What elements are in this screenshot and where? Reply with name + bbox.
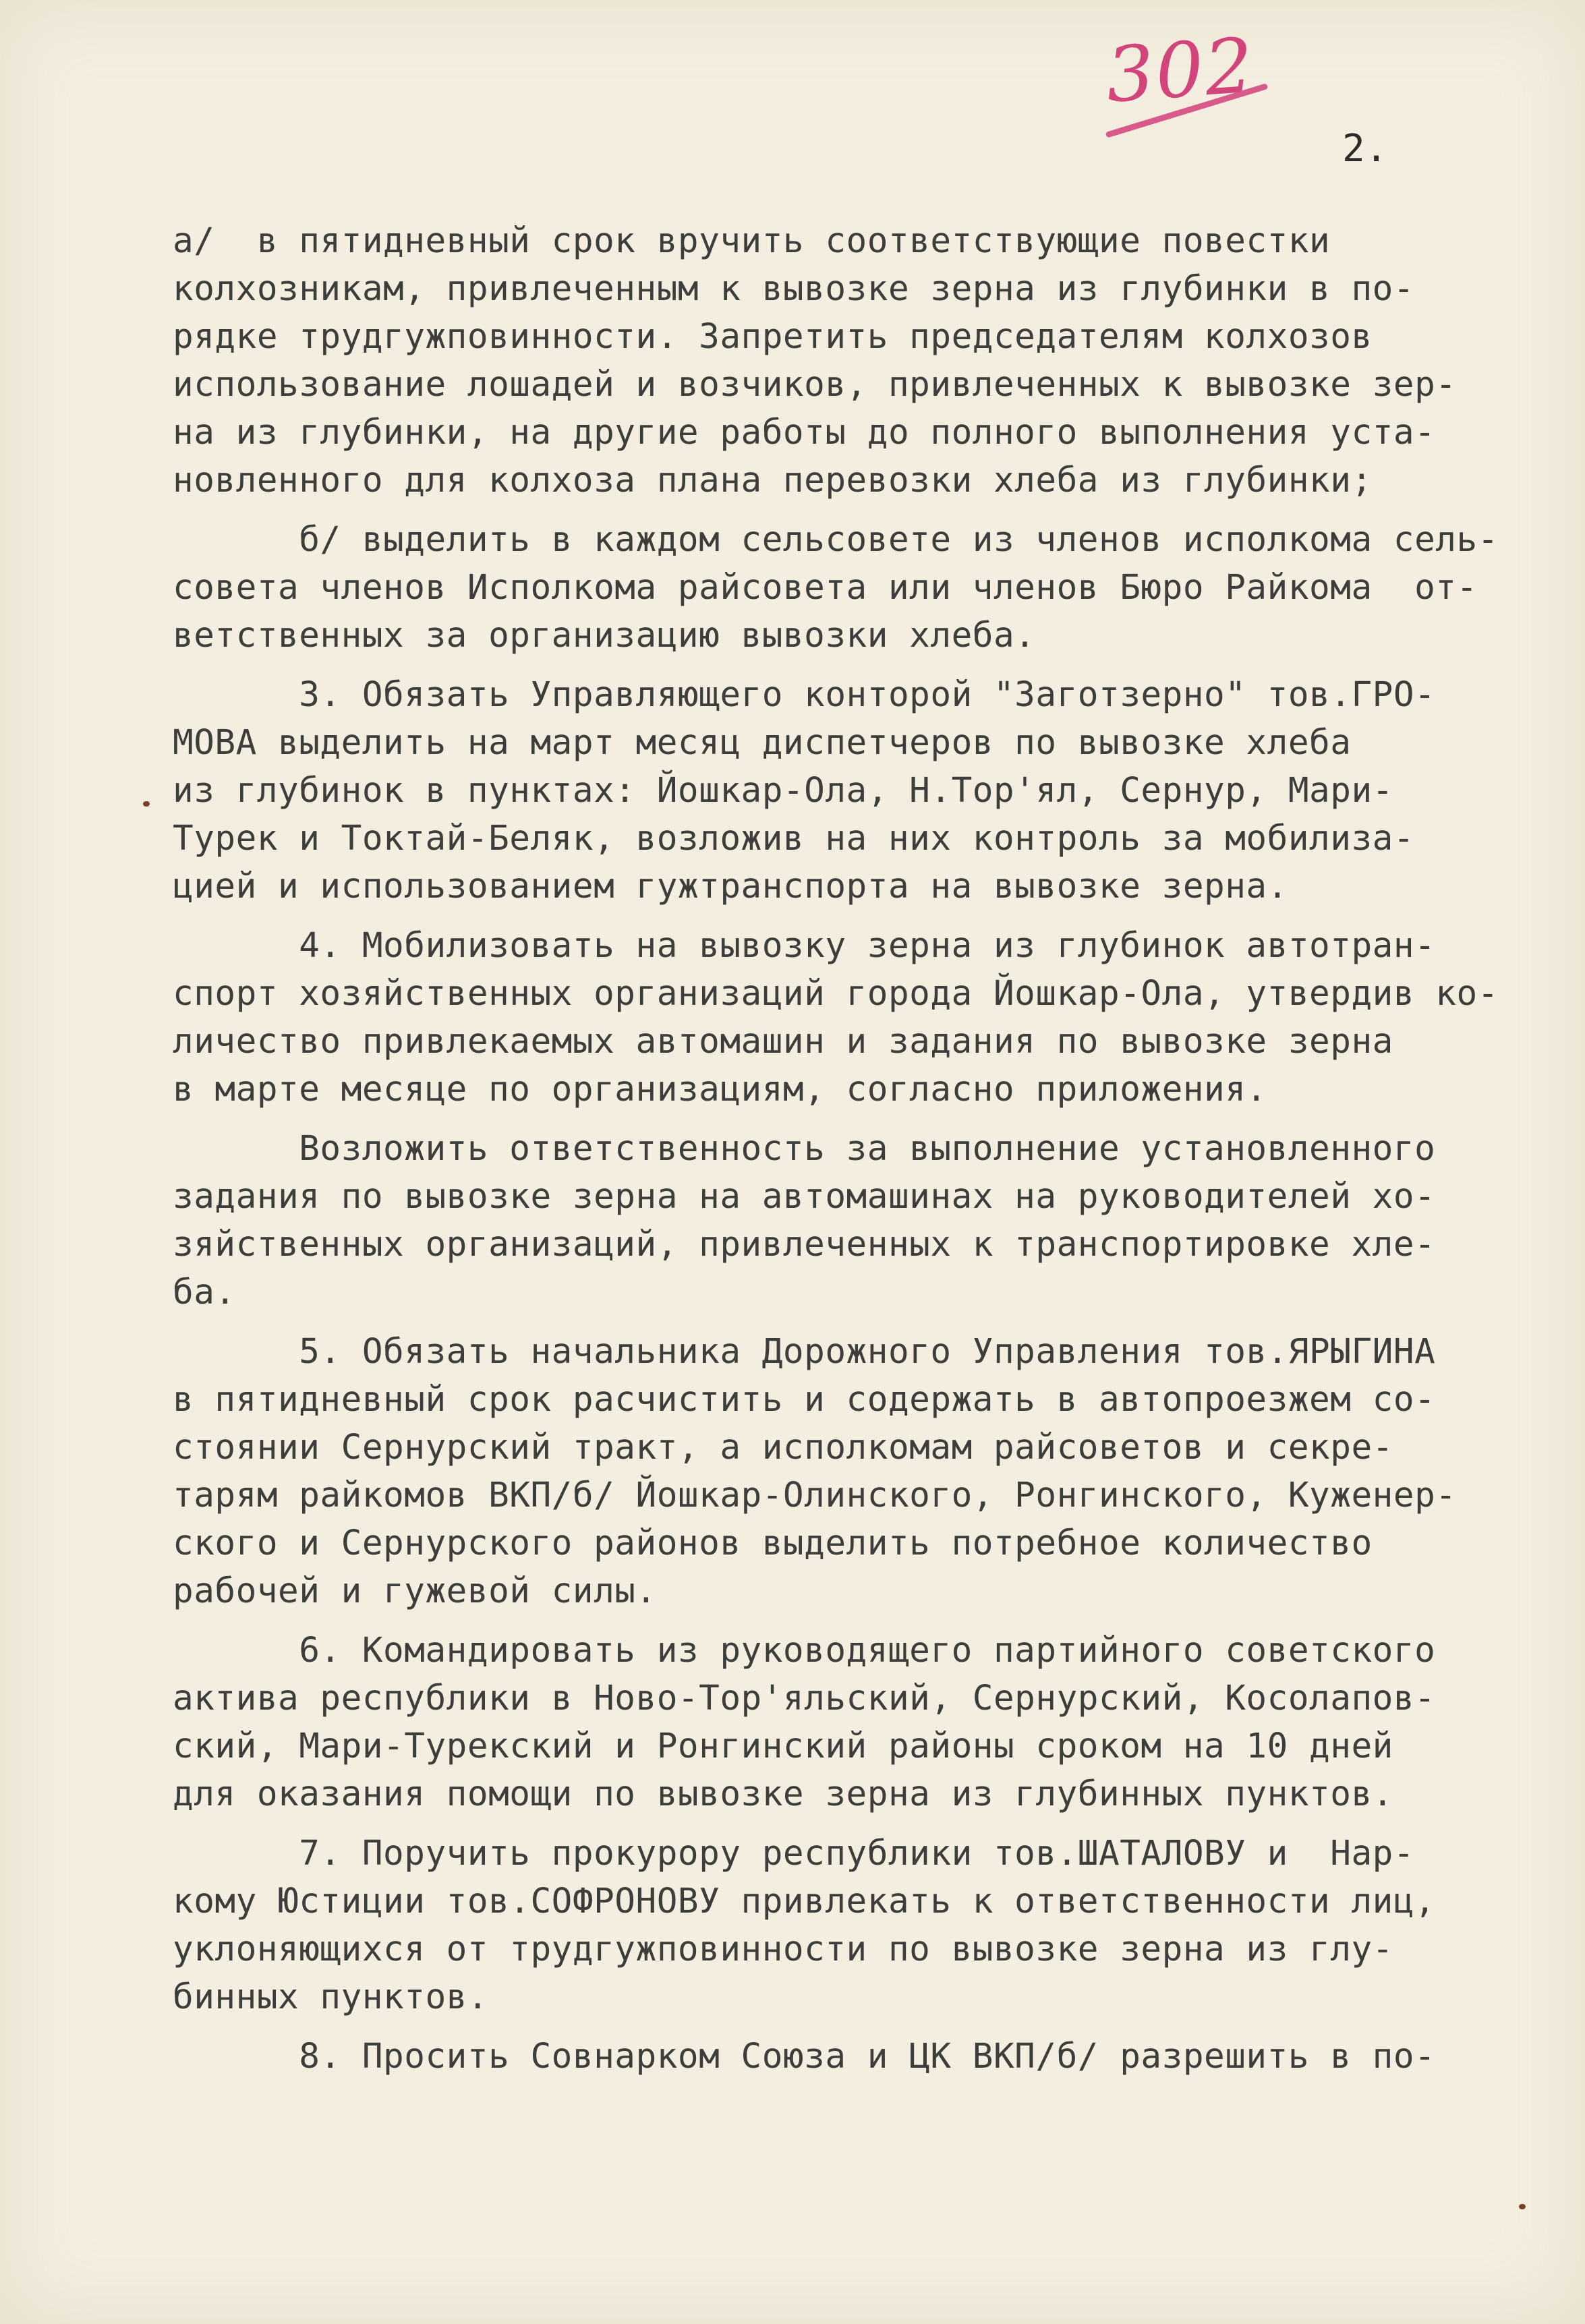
paragraph xyxy=(173,2033,1549,2081)
text-line: а/ в пятидневный срок вручить соответствующие повестки xyxy=(173,221,1331,261)
text-line: 5. Обязать начальника Дорожного Управления тов.ЯРЫГИНА xyxy=(173,1332,1436,1372)
ink-mark xyxy=(143,801,150,807)
text-line: задания по вывозке зерна на автомашинах на руководителей хо- xyxy=(173,1177,1436,1217)
text-line: 6. Командировать из руководящего партийного советского xyxy=(173,1631,1436,1671)
text-line: спорт хозяйственных организаций города Йошкар-Ола, утвердив ко- xyxy=(173,974,1499,1014)
text-line: 8. Просить Совнарком Союза и ЦК ВКП/б/ разрешить в по- xyxy=(173,2037,1436,2076)
text-line: актива республики в Ново-Тор'яльский, Сернурский, Косолапов- xyxy=(173,1679,1436,1718)
text-line: рядке трудгужповинности. Запретить председателям колхозов xyxy=(173,317,1373,357)
text-line: кому Юстиции тов.СОФРОНОВУ привлекать к ответственности лиц, xyxy=(173,1882,1436,1921)
text-line: 4. Мобилизовать на вывозку зерна из глубинок автотран- xyxy=(173,926,1436,966)
paragraph xyxy=(173,1627,1549,1818)
text-line: 3. Обязать Управляющего конторой "Заготзерно" тов.ГРО- xyxy=(173,675,1436,715)
text-line: колхозникам, привлеченным к вывозке зерна из глубинки в по- xyxy=(173,269,1415,309)
paragraph xyxy=(173,1125,1549,1316)
paragraph-gap xyxy=(173,1316,1549,1328)
paragraph xyxy=(173,217,1549,504)
text-line: бинных пунктов. xyxy=(173,1977,489,2017)
text-line: новленного для колхоза плана перевозки хлеба из глубинки; xyxy=(173,461,1373,500)
text-line: ского и Сернурского районов выделить потребное количество xyxy=(173,1523,1373,1563)
text-line: рабочей и гужевой силы. xyxy=(173,1571,657,1611)
document-body xyxy=(173,217,1549,2081)
paragraph-gap xyxy=(173,1113,1549,1125)
paragraph xyxy=(173,1830,1549,2021)
paragraph-gap xyxy=(173,910,1549,922)
paragraph-gap xyxy=(173,660,1549,671)
archive-page-number: 302 xyxy=(1103,22,1258,120)
text-line: совета членов Исполкома райсовета или членов Бюро Райкома от- xyxy=(173,568,1478,608)
text-line: для оказания помощи по вывозке зерна из глубинных пунктов. xyxy=(173,1774,1393,1814)
text-line: зяйственных организаций, привлеченных к транспортировке хле- xyxy=(173,1225,1436,1265)
text-line: ский, Мари-Турекский и Ронгинский районы сроком на 10 дней xyxy=(173,1726,1393,1766)
text-line: в марте месяце по организациям, согласно приложения. xyxy=(173,1070,1267,1109)
paragraph xyxy=(173,671,1549,910)
text-line: МОВА выделить на март месяц диспетчеров по вывозке хлеба xyxy=(173,723,1352,763)
paragraph xyxy=(173,1328,1549,1615)
text-line: тарям райкомов ВКП/б/ Йошкар-Олинского, Ронгинского, Куженер- xyxy=(173,1476,1457,1515)
text-line: Возложить ответственность за выполнение установленного xyxy=(173,1129,1436,1169)
text-line: стоянии Сернурский тракт, а исполкомам райсоветов и секре- xyxy=(173,1428,1393,1468)
text-line: личество привлекаемых автомашин и задания по вывозке зерна xyxy=(173,1022,1393,1062)
paragraph-gap xyxy=(173,1615,1549,1627)
text-line: ветственных за организацию вывозки хлеба. xyxy=(173,616,1036,656)
ink-mark xyxy=(1519,2204,1526,2209)
text-line: б/ выделить в каждом сельсовете из членов исполкома сель- xyxy=(173,520,1499,560)
paragraph xyxy=(173,516,1549,660)
text-line: в пятидневный срок расчистить и содержать в автопроезжем со- xyxy=(173,1380,1436,1420)
paragraph-gap xyxy=(173,504,1549,516)
page-number: 2. xyxy=(1342,127,1388,171)
text-line: использование лошадей и возчиков, привлеченных к вывозке зер- xyxy=(173,365,1457,405)
text-line: цией и использованием гужтранспорта на вывозке зерна. xyxy=(173,867,1288,906)
text-line: на из глубинки, на другие работы до полного выполнения уста- xyxy=(173,413,1436,453)
text-line: Турек и Токтай-Беляк, возложив на них контроль за мобилиза- xyxy=(173,819,1415,859)
paragraph xyxy=(173,922,1549,1113)
text-line: 7. Поручить прокурору республики тов.ШАТАЛОВУ и Нар- xyxy=(173,1834,1415,1873)
paragraph-gap xyxy=(173,1818,1549,1830)
text-line: из глубинок в пунктах: Йошкар-Ола, Н.Тор'ял, Сернур, Мари- xyxy=(173,771,1393,811)
paragraph-gap xyxy=(173,2021,1549,2033)
text-line: уклоняющихся от трудгужповинности по вывозке зерна из глу- xyxy=(173,1929,1393,1969)
text-line: ба. xyxy=(173,1273,236,1312)
